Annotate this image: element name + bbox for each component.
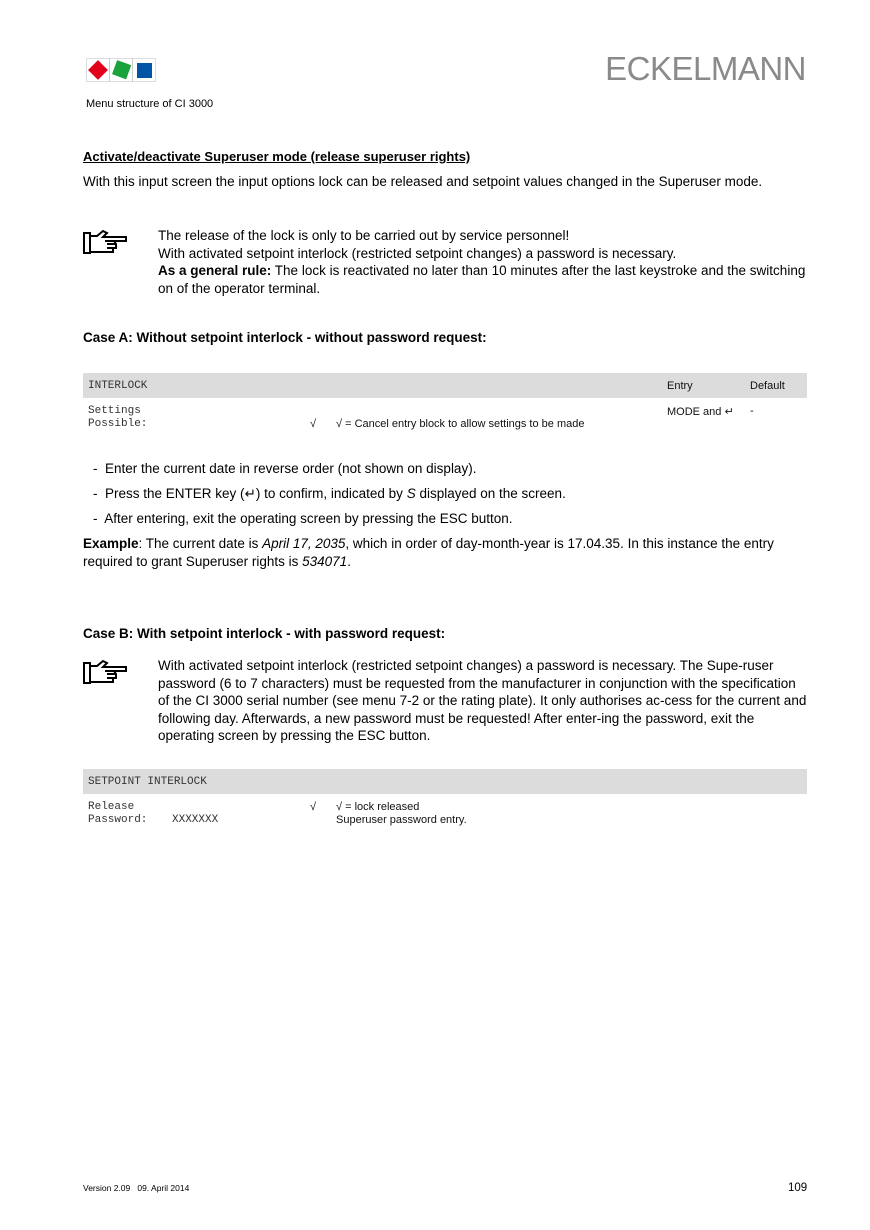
row-label-release: Release	[88, 801, 135, 813]
settings-entry: MODE and ↵	[667, 406, 734, 418]
brand-name: ECKELMANN	[605, 50, 806, 87]
step-2: - Press the ENTER key (↵) to confirm, indicated by S displayed on the screen.	[93, 486, 566, 501]
col-default-label: Default	[750, 380, 785, 392]
footer-version: Version 2.09 09. April 2014	[83, 1183, 190, 1193]
example-paragraph	[83, 535, 803, 571]
release-value-check[interactable]: √	[310, 801, 317, 813]
example-code: 534071	[302, 554, 348, 569]
interlock-table-header	[83, 373, 807, 398]
case-a-title: Case A: Without setpoint interlock - without password request:	[83, 330, 487, 345]
setpoint-interlock-header-label: SETPOINT INTERLOCK	[88, 776, 207, 788]
service-note	[158, 227, 808, 297]
row-label-possible: Possible:	[88, 418, 148, 430]
page-subtitle: Menu structure of CI 3000	[86, 98, 214, 110]
step-2-symbol: S	[406, 486, 416, 501]
settings-description: √ = Cancel entry block to allow settings to be made	[336, 418, 585, 430]
row-label-settings: Settings	[88, 405, 141, 417]
example-date: April 17, 2035	[262, 536, 346, 551]
row-label-password: Password:	[88, 814, 148, 826]
pointing-hand-icon	[83, 658, 129, 686]
note-line-1: The release of the lock is only to be carried out by service personnel!	[158, 228, 570, 243]
interlock-header-label: INTERLOCK	[88, 380, 148, 392]
intro-text: With this input screen the input options lock can be released and setpoint values changed in the Superuser mode.	[83, 174, 763, 189]
note-line-2: With activated setpoint interlock (restricted setpoint changes) a password is necessary.	[158, 245, 677, 261]
settings-default: -	[750, 405, 754, 417]
example-label: Example	[83, 536, 139, 551]
example-text-3: .	[347, 554, 351, 569]
step-2-text: Press the ENTER key (↵) to confirm, indicated by	[105, 486, 403, 501]
note-rule	[158, 262, 808, 297]
step-3-text: After entering, exit the operating screen by pressing the ESC button.	[104, 511, 513, 526]
password-note: With activated setpoint interlock (restricted setpoint changes) a password is necessary. The Supe-ruser password (6 to 7 characters) must be requested from the manufacturer in conjunction with the specification of the CI 3000 serial number (see menu 7-2 or the rating plate). It only authorises ac-cess for the current and following day. Afterwards, a new password must be requested! After enter-ing the password, exit the operating screen by pressing the ESC button.	[158, 658, 807, 743]
example-text-2: , which in order of day-month-year is 17.04.35. In this instance the entry required to grant Superuser rights is	[83, 536, 774, 569]
step-1-text: Enter the current date in reverse order (not shown on display).	[105, 461, 477, 476]
pointing-hand-icon	[83, 228, 129, 256]
case-b-title: Case B: With setpoint interlock - with password request:	[83, 626, 446, 641]
password-input[interactable]: XXXXXXX	[172, 814, 219, 826]
release-description: √ = lock released	[336, 801, 420, 813]
step-3: - After entering, exit the operating screen by pressing the ESC button.	[93, 511, 513, 526]
password-description: Superuser password entry.	[336, 814, 467, 826]
step-1: - Enter the current date in reverse order (not shown on display).	[93, 461, 477, 476]
col-entry-label: Entry	[667, 380, 693, 392]
settings-value-check[interactable]: √	[310, 418, 317, 430]
rule-label: As a general rule:	[158, 263, 272, 278]
page-number: 109	[788, 1182, 808, 1194]
step-2-tail: displayed on the screen.	[419, 486, 566, 501]
rule-text: The lock is reactivated no later than 10 minutes after the last keystroke and the switching on of the operator terminal.	[158, 263, 806, 296]
example-text-1: : The current date is	[138, 536, 263, 551]
company-logo	[86, 58, 156, 82]
section-title: Activate/deactivate Superuser mode (release superuser rights)	[83, 149, 471, 164]
